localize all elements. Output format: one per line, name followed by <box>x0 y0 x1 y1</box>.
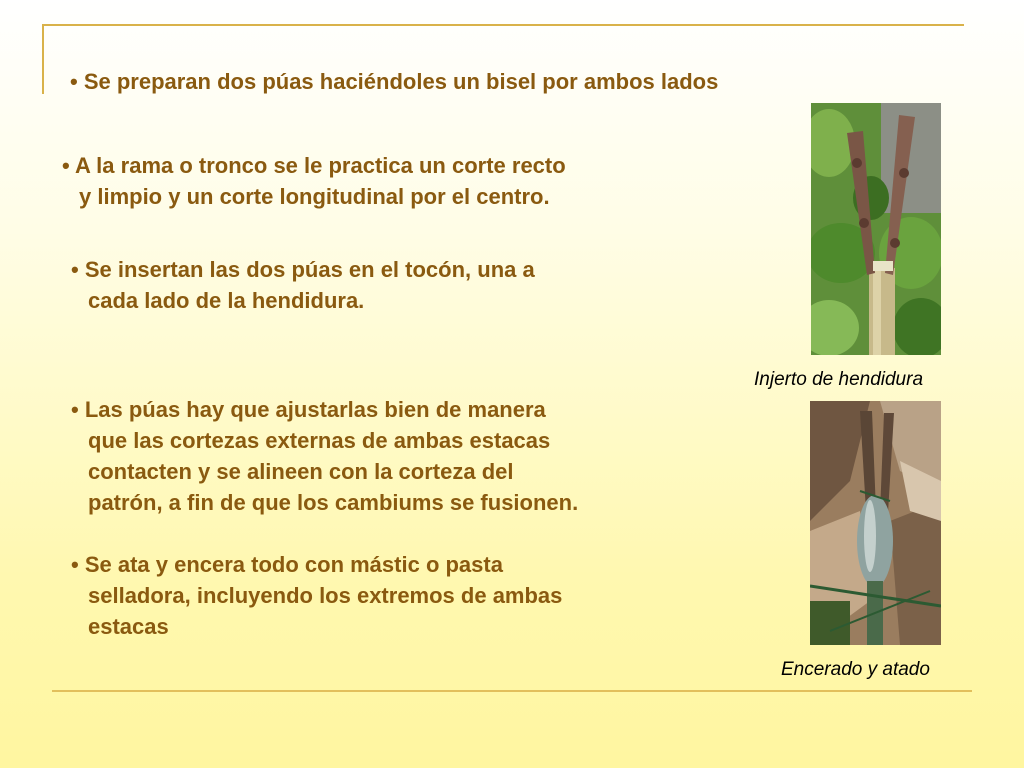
bullet-5-line-3: estacas <box>88 614 169 639</box>
bullet-4-line-4: patrón, a fin de que los cambiums se fusionen. <box>88 490 579 515</box>
bullet-5-line-1: • Se ata y encera todo con mástic o pasta <box>71 552 503 577</box>
bullet-4-line-3: contacten y se alineen con la corteza del <box>88 459 514 484</box>
bottom-rule <box>52 690 972 692</box>
caption-waxed-tied: Encerado y atado <box>781 659 930 680</box>
left-rule <box>42 24 44 94</box>
bullet-4-line-1: • Las púas hay que ajustarlas bien de manera <box>71 397 546 422</box>
bullet-2-line-2: y limpio y un corte longitudinal por el centro. <box>79 184 550 209</box>
bullet-3-line-2: cada lado de la hendidura. <box>88 288 365 313</box>
bullet-2-line-1: • A la rama o tronco se le practica un corte recto <box>62 153 566 178</box>
bullet-2 <box>62 150 566 212</box>
bullet-1-line-1: • Se preparan dos púas haciéndoles un bisel por ambos lados <box>70 69 719 94</box>
bullet-4 <box>71 394 578 518</box>
bullet-3-line-1: • Se insertan las dos púas en el tocón, una a <box>71 257 535 282</box>
cleft-graft-photo <box>811 103 941 355</box>
caption-cleft-graft: Injerto de hendidura <box>754 369 924 390</box>
top-rule <box>42 24 964 26</box>
bullet-5-line-2: selladora, incluyendo los extremos de ambas <box>88 583 563 608</box>
waxed-tied-photo <box>810 401 941 645</box>
bullet-5 <box>71 549 562 642</box>
bullet-4-line-2: que las cortezas externas de ambas estacas <box>88 428 551 453</box>
bullet-1 <box>70 66 718 97</box>
bullet-3 <box>71 254 535 316</box>
